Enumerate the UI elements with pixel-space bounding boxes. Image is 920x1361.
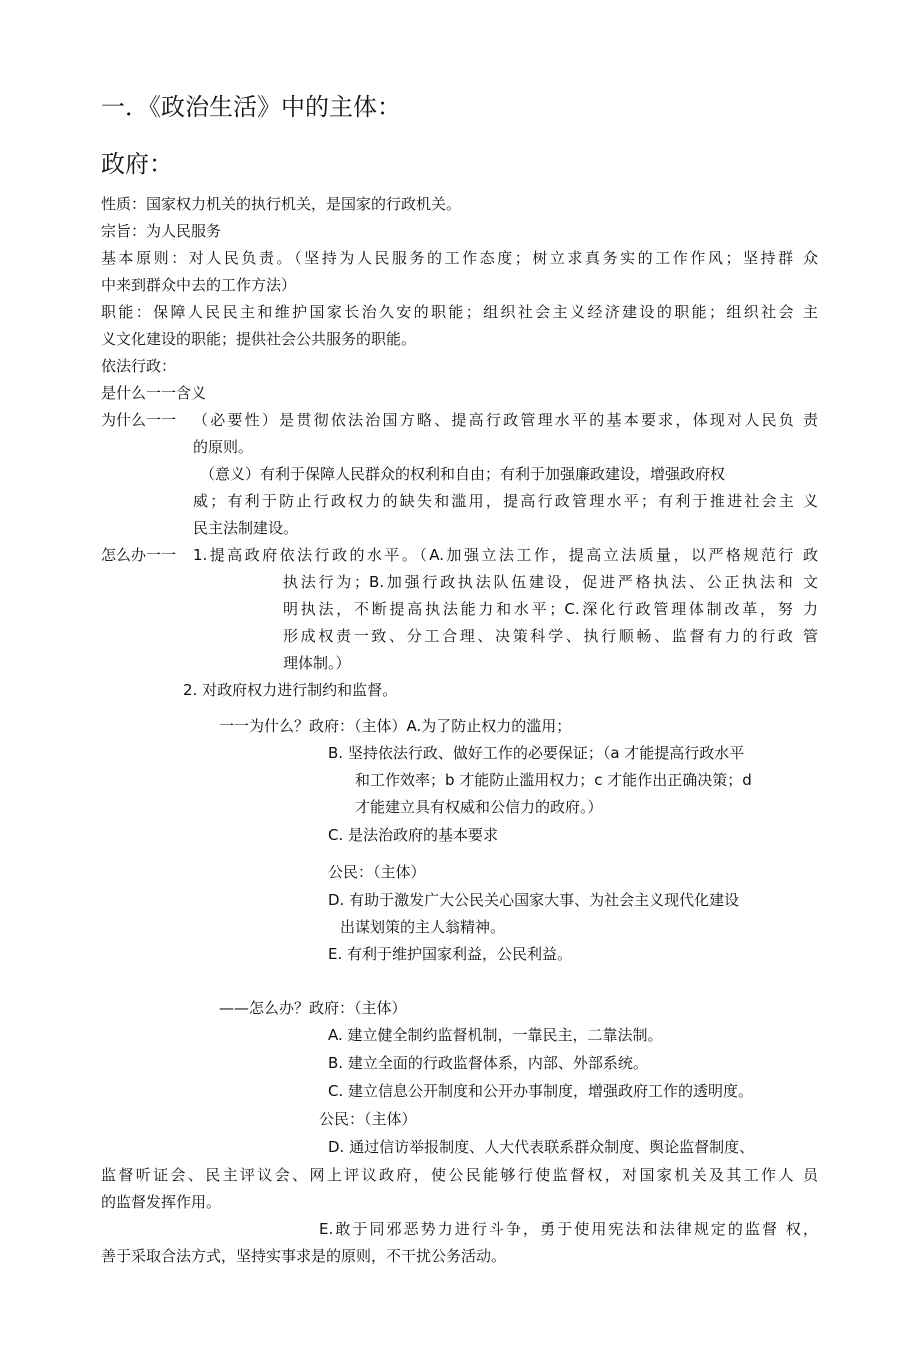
supervision-how-e-line-1: E.敢于同邪恶势力进行斗争，勇于使用宪法和法律规定的监督 权，	[319, 1220, 818, 1238]
supervision-why-citizen: 公民：（主体）	[328, 863, 426, 881]
supervision-how-c: C. 建立信息公开制度和公开办事制度，增强政府工作的透明度。	[328, 1082, 754, 1100]
functions-line-1: 职能：保障人民民主和维护国家长治久安的职能；组织社会主义经济建设的职能；组织社会 主	[101, 303, 818, 321]
how-1-line-1: 1.提高政府依法行政的水平。（A.加强立法工作，提高立法质量，以严格规范行 政	[193, 546, 818, 564]
how-1-line-5: 理体制。）	[283, 654, 351, 672]
supervision-how-b: B. 建立全面的行政监督体系，内部、外部系统。	[328, 1054, 648, 1072]
supervision-how-a: A. 建立健全制约监督机制，一靠民主，二靠法制。	[328, 1026, 663, 1044]
supervision-why-d-line-2: 出谋划策的主人翁精神。	[340, 918, 506, 936]
lawful-admin-what: 是什么一一含义	[101, 384, 207, 402]
supervision-how-citizen: 公民：（主体）	[319, 1110, 417, 1128]
how-1-line-2: 执法行为；B.加强行政执法队伍建设，促进严格执法、公正执法和 文	[283, 573, 818, 591]
how-1-line-3: 明执法，不断提高执法能力和水平；C.深化行政管理体制改革，努 力	[283, 600, 818, 618]
supervision-how-d-line-3: 的监督发挥作用。	[101, 1193, 222, 1211]
lawful-admin-why-label: 为什么一一	[101, 411, 177, 429]
supervision-why-intro: 一一为什么？政府：（主体）A.为了防止权力的滥用；	[219, 717, 572, 735]
supervision-why-b-line-2: 和工作效率；b 才能防止滥用权力；c 才能作出正确决策；d	[355, 771, 752, 789]
why-significance-line-1: （意义）有利于保障人民群众的权利和自由；有利于加强廉政建设，增强政府权	[200, 465, 726, 483]
principle-line-1: 基本原则：对人民负责。（坚持为人民服务的工作态度；树立求真务实的工作作风；坚持群 众	[101, 249, 818, 267]
lawful-admin-title: 依法行政：	[101, 357, 177, 375]
section-heading: 一．《政治生活》中的主体：	[101, 93, 401, 121]
why-significance-line-2: 威；有利于防止行政权力的缺失和滥用，提高行政管理水平；有利于推进社会主 义	[193, 492, 818, 510]
how-1-line-4: 形成权责一致、分工合理、决策科学、执行顺畅、监督有力的行政 管	[283, 627, 818, 645]
supervision-why-b-line-1: B. 坚持依法行政、做好工作的必要保证；（a 才能提高行政水平	[328, 744, 745, 762]
functions-line-2: 义文化建设的职能；提供社会公共服务的职能。	[101, 330, 417, 348]
supervision-why-e: E. 有利于维护国家利益，公民利益。	[328, 945, 573, 963]
supervision-how-d-line-1: D. 通过信访举报制度、人大代表联系群众制度、舆论监督制度、	[328, 1138, 755, 1156]
supervision-why-c: C. 是法治政府的基本要求	[328, 826, 499, 844]
supervision-why-b-line-3: 才能建立具有权威和公信力的政府。）	[355, 798, 603, 816]
how-2-line: 2. 对政府权力进行制约和监督。	[183, 681, 398, 699]
purpose-line: 宗旨：为人民服务	[101, 222, 222, 240]
why-necessity-line-2: 的原则。	[193, 438, 254, 456]
lawful-admin-how-label: 怎么办一一	[101, 546, 177, 564]
nature-line: 性质：国家权力机关的执行机关，是国家的行政机关。	[101, 195, 462, 213]
subsection-heading-government: 政府：	[101, 150, 173, 178]
supervision-why-d-line-1: D. 有助于激发广大公民关心国家大事、为社会主义现代化建设	[328, 891, 740, 909]
why-significance-line-3: 民主法制建设。	[193, 519, 299, 537]
supervision-how-d-line-2: 监督听证会、民主评议会、网上评议政府，使公民能够行使监督权，对国家机关及其工作人 员	[101, 1166, 818, 1184]
principle-line-2: 中来到群众中去的工作方法）	[101, 276, 297, 294]
supervision-how-e-line-2: 善于采取合法方式，坚持实事求是的原则，不干扰公务活动。	[101, 1247, 507, 1265]
why-necessity-line-1: （必要性）是贯彻依法治国方略、提高行政管理水平的基本要求，体现对人民负 责	[193, 411, 818, 429]
supervision-how-intro: ——怎么办？政府：（主体）	[219, 999, 407, 1017]
